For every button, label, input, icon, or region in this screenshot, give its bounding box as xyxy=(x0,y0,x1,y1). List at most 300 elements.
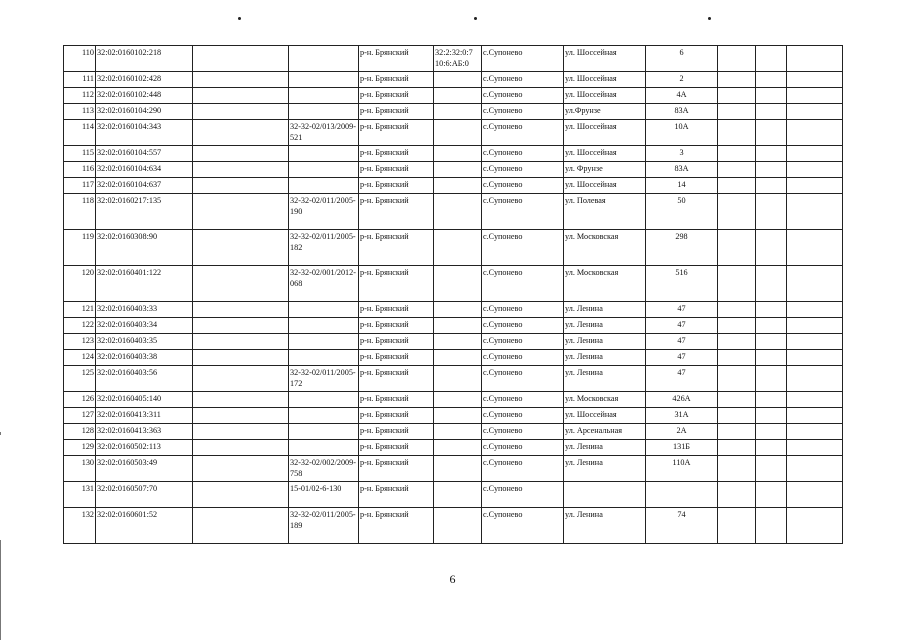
table-row xyxy=(64,302,843,318)
empty-cell xyxy=(193,72,289,88)
registration-number-cell xyxy=(289,318,359,334)
empty-cell xyxy=(787,72,843,88)
old-number-cell xyxy=(434,146,482,162)
old-number-cell xyxy=(434,392,482,408)
empty-cell xyxy=(787,162,843,178)
old-number-cell xyxy=(434,266,482,302)
empty-cell xyxy=(718,46,756,72)
region-cell: р-н. Брянский xyxy=(359,88,434,104)
row-number-cell: 118 xyxy=(64,194,96,230)
table-row xyxy=(64,392,843,408)
cadastral-number-cell: 32:02:0160403:35 xyxy=(96,334,193,350)
building-number-cell: 14 xyxy=(646,178,718,194)
registration-number-cell xyxy=(289,104,359,120)
street-cell: ул. Шоссейная xyxy=(564,72,646,88)
street-cell: ул. Московская xyxy=(564,392,646,408)
cadastral-number-cell: 32:02:0160507:70 xyxy=(96,482,193,508)
cadastral-number-cell: 32:02:0160502:113 xyxy=(96,440,193,456)
old-number-cell xyxy=(434,162,482,178)
cadastral-number-cell: 32:02:0160102:448 xyxy=(96,88,193,104)
settlement-cell: с.Супонево xyxy=(482,120,564,146)
empty-cell xyxy=(787,508,843,544)
table-row xyxy=(64,366,843,392)
empty-cell xyxy=(787,46,843,72)
empty-cell xyxy=(718,88,756,104)
street-cell: ул. Шоссейная xyxy=(564,408,646,424)
cadastral-number-cell: 32:02:0160503:49 xyxy=(96,456,193,482)
empty-cell xyxy=(718,230,756,266)
empty-cell xyxy=(787,146,843,162)
cadastral-number-cell: 32:02:0160104:343 xyxy=(96,120,193,146)
empty-cell xyxy=(756,88,787,104)
empty-cell xyxy=(756,366,787,392)
empty-cell xyxy=(718,178,756,194)
cadastral-number-cell: 32:02:0160104:557 xyxy=(96,146,193,162)
empty-cell xyxy=(787,334,843,350)
cadastral-number-cell: 32:02:0160104:290 xyxy=(96,104,193,120)
region-cell: р-н. Брянский xyxy=(359,230,434,266)
empty-cell xyxy=(787,88,843,104)
empty-cell xyxy=(193,334,289,350)
cadastral-number-cell: 32:02:0160413:311 xyxy=(96,408,193,424)
empty-cell xyxy=(756,266,787,302)
empty-cell xyxy=(718,508,756,544)
empty-cell xyxy=(193,482,289,508)
empty-cell xyxy=(756,508,787,544)
street-cell: ул. Ленина xyxy=(564,440,646,456)
row-number-cell: 124 xyxy=(64,350,96,366)
empty-cell xyxy=(787,194,843,230)
street-cell: ул. Шоссейная xyxy=(564,46,646,72)
cadastral-number-cell: 32:02:0160405:140 xyxy=(96,392,193,408)
empty-cell xyxy=(756,178,787,194)
street-cell: ул. Шоссейная xyxy=(564,120,646,146)
registration-number-cell: 32-32-02/011/2005-189 xyxy=(289,508,359,544)
old-number-cell xyxy=(434,302,482,318)
building-number-cell: 31А xyxy=(646,408,718,424)
empty-cell xyxy=(193,508,289,544)
empty-cell xyxy=(787,392,843,408)
building-number-cell: 3 xyxy=(646,146,718,162)
empty-cell xyxy=(718,350,756,366)
street-cell: ул. Ленина xyxy=(564,456,646,482)
old-number-cell xyxy=(434,318,482,334)
street-cell: ул.Фрунзе xyxy=(564,104,646,120)
old-number-cell xyxy=(434,334,482,350)
empty-cell xyxy=(193,230,289,266)
row-number-cell: 117 xyxy=(64,178,96,194)
table-row xyxy=(64,456,843,482)
empty-cell xyxy=(787,318,843,334)
building-number-cell: 47 xyxy=(646,334,718,350)
region-cell: р-н. Брянский xyxy=(359,318,434,334)
row-number-cell: 116 xyxy=(64,162,96,178)
building-number-cell: 6 xyxy=(646,46,718,72)
row-number-cell: 112 xyxy=(64,88,96,104)
empty-cell xyxy=(193,146,289,162)
table-row xyxy=(64,72,843,88)
street-cell: ул. Ленина xyxy=(564,350,646,366)
building-number-cell: 50 xyxy=(646,194,718,230)
region-cell: р-н. Брянский xyxy=(359,482,434,508)
old-number-cell xyxy=(434,508,482,544)
empty-cell xyxy=(718,334,756,350)
cadastral-number-cell: 32:02:0160104:634 xyxy=(96,162,193,178)
page-number: 6 xyxy=(449,572,456,586)
registration-number-cell: 32-32-02/013/2009-521 xyxy=(289,120,359,146)
empty-cell xyxy=(756,350,787,366)
empty-cell xyxy=(756,440,787,456)
empty-cell xyxy=(718,408,756,424)
settlement-cell: с.Супонево xyxy=(482,424,564,440)
row-number-cell: 119 xyxy=(64,230,96,266)
region-cell: р-н. Брянский xyxy=(359,424,434,440)
empty-cell xyxy=(718,482,756,508)
settlement-cell: с.Супонево xyxy=(482,72,564,88)
empty-cell xyxy=(787,366,843,392)
empty-cell xyxy=(193,408,289,424)
empty-cell xyxy=(756,302,787,318)
cadastral-number-cell: 32:02:0160102:428 xyxy=(96,72,193,88)
empty-cell xyxy=(718,392,756,408)
cadastral-number-cell: 32:02:0160401:122 xyxy=(96,266,193,302)
settlement-cell: с.Супонево xyxy=(482,266,564,302)
empty-cell xyxy=(193,178,289,194)
building-number-cell: 10А xyxy=(646,120,718,146)
row-number-cell: 115 xyxy=(64,146,96,162)
row-number-cell: 123 xyxy=(64,334,96,350)
registration-number-cell: 32-32-02/011/2005-182 xyxy=(289,230,359,266)
table-row xyxy=(64,424,843,440)
row-number-cell: 113 xyxy=(64,104,96,120)
scan-edge-mark xyxy=(0,540,1,640)
empty-cell xyxy=(718,440,756,456)
scan-dot xyxy=(238,17,241,20)
empty-cell xyxy=(193,440,289,456)
empty-cell xyxy=(787,120,843,146)
scan-edge-mark xyxy=(0,432,1,435)
empty-cell xyxy=(756,72,787,88)
old-number-cell xyxy=(434,482,482,508)
region-cell: р-н. Брянский xyxy=(359,120,434,146)
empty-cell xyxy=(718,104,756,120)
empty-cell xyxy=(718,146,756,162)
street-cell: ул. Ленина xyxy=(564,366,646,392)
row-number-cell: 126 xyxy=(64,392,96,408)
old-number-cell: 32:2:32:0:7 10:6:АБ:0 xyxy=(434,46,482,72)
empty-cell xyxy=(756,482,787,508)
row-number-cell: 114 xyxy=(64,120,96,146)
building-number-cell: 426А xyxy=(646,392,718,408)
empty-cell xyxy=(193,104,289,120)
row-number-cell: 128 xyxy=(64,424,96,440)
old-number-cell xyxy=(434,120,482,146)
table-row xyxy=(64,408,843,424)
region-cell: р-н. Брянский xyxy=(359,456,434,482)
building-number-cell: 2А xyxy=(646,424,718,440)
table-row xyxy=(64,482,843,508)
empty-cell xyxy=(193,366,289,392)
scan-dot xyxy=(474,17,477,20)
empty-cell xyxy=(756,104,787,120)
cadastral-number-cell: 32:02:0160403:38 xyxy=(96,350,193,366)
region-cell: р-н. Брянский xyxy=(359,302,434,318)
settlement-cell: с.Супонево xyxy=(482,178,564,194)
old-number-cell xyxy=(434,440,482,456)
region-cell: р-н. Брянский xyxy=(359,162,434,178)
region-cell: р-н. Брянский xyxy=(359,440,434,456)
empty-cell xyxy=(756,120,787,146)
property-register-table xyxy=(63,45,843,544)
old-number-cell xyxy=(434,350,482,366)
row-number-cell: 111 xyxy=(64,72,96,88)
settlement-cell: с.Супонево xyxy=(482,508,564,544)
table-row xyxy=(64,88,843,104)
registration-number-cell xyxy=(289,440,359,456)
table-row xyxy=(64,266,843,302)
table-row xyxy=(64,440,843,456)
street-cell: ул. Московская xyxy=(564,266,646,302)
region-cell: р-н. Брянский xyxy=(359,366,434,392)
settlement-cell: с.Супонево xyxy=(482,392,564,408)
street-cell: ул. Ленина xyxy=(564,334,646,350)
building-number-cell: 47 xyxy=(646,302,718,318)
settlement-cell: с.Супонево xyxy=(482,46,564,72)
old-number-cell xyxy=(434,72,482,88)
region-cell: р-н. Брянский xyxy=(359,104,434,120)
table-row xyxy=(64,334,843,350)
settlement-cell: с.Супонево xyxy=(482,440,564,456)
table-row xyxy=(64,318,843,334)
table-row xyxy=(64,104,843,120)
street-cell xyxy=(564,482,646,508)
empty-cell xyxy=(787,424,843,440)
old-number-cell xyxy=(434,194,482,230)
register-rows xyxy=(64,46,843,544)
empty-cell xyxy=(756,408,787,424)
empty-cell xyxy=(787,350,843,366)
building-number-cell: 83А xyxy=(646,104,718,120)
settlement-cell: с.Супонево xyxy=(482,230,564,266)
settlement-cell: с.Супонево xyxy=(482,88,564,104)
old-number-cell xyxy=(434,88,482,104)
empty-cell xyxy=(756,146,787,162)
empty-cell xyxy=(193,392,289,408)
empty-cell xyxy=(193,456,289,482)
row-number-cell: 131 xyxy=(64,482,96,508)
empty-cell xyxy=(718,266,756,302)
row-number-cell: 127 xyxy=(64,408,96,424)
old-number-cell xyxy=(434,230,482,266)
old-number-cell xyxy=(434,408,482,424)
table-row xyxy=(64,178,843,194)
empty-cell xyxy=(718,120,756,146)
table-row xyxy=(64,230,843,266)
street-cell: ул. Московская xyxy=(564,230,646,266)
table-row xyxy=(64,120,843,146)
registration-number-cell xyxy=(289,350,359,366)
registration-number-cell: 32-32-02/001/2012-068 xyxy=(289,266,359,302)
empty-cell xyxy=(718,72,756,88)
empty-cell xyxy=(193,194,289,230)
region-cell: р-н. Брянский xyxy=(359,392,434,408)
settlement-cell: с.Супонево xyxy=(482,350,564,366)
row-number-cell: 120 xyxy=(64,266,96,302)
settlement-cell: с.Супонево xyxy=(482,104,564,120)
settlement-cell: с.Супонево xyxy=(482,456,564,482)
row-number-cell: 129 xyxy=(64,440,96,456)
cadastral-number-cell: 32:02:0160217:135 xyxy=(96,194,193,230)
settlement-cell: с.Супонево xyxy=(482,366,564,392)
empty-cell xyxy=(787,104,843,120)
registration-number-cell xyxy=(289,334,359,350)
registration-number-cell xyxy=(289,178,359,194)
region-cell: р-н. Брянский xyxy=(359,72,434,88)
cadastral-number-cell: 32:02:0160601:52 xyxy=(96,508,193,544)
registration-number-cell xyxy=(289,46,359,72)
empty-cell xyxy=(193,302,289,318)
street-cell: ул. Ленина xyxy=(564,508,646,544)
empty-cell xyxy=(787,440,843,456)
old-number-cell xyxy=(434,104,482,120)
row-number-cell: 125 xyxy=(64,366,96,392)
empty-cell xyxy=(756,456,787,482)
empty-cell xyxy=(718,424,756,440)
table-row xyxy=(64,508,843,544)
cadastral-number-cell: 32:02:0160403:33 xyxy=(96,302,193,318)
registration-number-cell: 32-32-02/002/2009-758 xyxy=(289,456,359,482)
region-cell: р-н. Брянский xyxy=(359,46,434,72)
empty-cell xyxy=(787,456,843,482)
cadastral-number-cell: 32:02:0160104:637 xyxy=(96,178,193,194)
registration-number-cell: 32-32-02/011/2005-172 xyxy=(289,366,359,392)
region-cell: р-н. Брянский xyxy=(359,508,434,544)
empty-cell xyxy=(718,302,756,318)
region-cell: р-н. Брянский xyxy=(359,194,434,230)
cadastral-number-cell: 32:02:0160403:34 xyxy=(96,318,193,334)
street-cell: ул. Ленина xyxy=(564,302,646,318)
building-number-cell: 131Б xyxy=(646,440,718,456)
table-row xyxy=(64,162,843,178)
settlement-cell: с.Супонево xyxy=(482,302,564,318)
building-number-cell: 516 xyxy=(646,266,718,302)
registration-number-cell xyxy=(289,424,359,440)
settlement-cell: с.Супонево xyxy=(482,194,564,230)
building-number-cell: 298 xyxy=(646,230,718,266)
building-number-cell xyxy=(646,482,718,508)
street-cell: ул. Фрунзе xyxy=(564,162,646,178)
empty-cell xyxy=(756,424,787,440)
cadastral-number-cell: 32:02:0160102:218 xyxy=(96,46,193,72)
empty-cell xyxy=(193,162,289,178)
empty-cell xyxy=(718,318,756,334)
building-number-cell: 47 xyxy=(646,318,718,334)
registration-number-cell xyxy=(289,392,359,408)
table-row xyxy=(64,350,843,366)
registration-number-cell xyxy=(289,146,359,162)
old-number-cell xyxy=(434,366,482,392)
row-number-cell: 122 xyxy=(64,318,96,334)
settlement-cell: с.Супонево xyxy=(482,162,564,178)
table-row xyxy=(64,146,843,162)
empty-cell xyxy=(787,230,843,266)
empty-cell xyxy=(756,318,787,334)
empty-cell xyxy=(756,194,787,230)
table-row xyxy=(64,194,843,230)
registration-number-cell: 15-01/02-6-130 xyxy=(289,482,359,508)
row-number-cell: 110 xyxy=(64,46,96,72)
region-cell: р-н. Брянский xyxy=(359,408,434,424)
empty-cell xyxy=(193,424,289,440)
row-number-cell: 132 xyxy=(64,508,96,544)
empty-cell xyxy=(193,318,289,334)
building-number-cell: 74 xyxy=(646,508,718,544)
region-cell: р-н. Брянский xyxy=(359,334,434,350)
registration-number-cell xyxy=(289,72,359,88)
empty-cell xyxy=(193,88,289,104)
cadastral-number-cell: 32:02:0160413:363 xyxy=(96,424,193,440)
empty-cell xyxy=(787,266,843,302)
empty-cell xyxy=(718,456,756,482)
street-cell: ул. Шоссейная xyxy=(564,88,646,104)
settlement-cell: с.Супонево xyxy=(482,146,564,162)
registration-number-cell: 32-32-02/011/2005-190 xyxy=(289,194,359,230)
cadastral-number-cell: 32:02:0160403:56 xyxy=(96,366,193,392)
old-number-cell xyxy=(434,456,482,482)
building-number-cell: 2 xyxy=(646,72,718,88)
old-number-cell xyxy=(434,178,482,194)
cadastral-number-cell: 32:02:0160308:90 xyxy=(96,230,193,266)
empty-cell xyxy=(756,162,787,178)
street-cell: ул. Полевая xyxy=(564,194,646,230)
settlement-cell: с.Супонево xyxy=(482,334,564,350)
empty-cell xyxy=(787,408,843,424)
building-number-cell: 83А xyxy=(646,162,718,178)
region-cell: р-н. Брянский xyxy=(359,146,434,162)
empty-cell xyxy=(756,334,787,350)
building-number-cell: 4А xyxy=(646,88,718,104)
empty-cell xyxy=(718,366,756,392)
old-number-cell xyxy=(434,424,482,440)
region-cell: р-н. Брянский xyxy=(359,266,434,302)
empty-cell xyxy=(193,350,289,366)
empty-cell xyxy=(193,266,289,302)
empty-cell xyxy=(193,46,289,72)
registration-number-cell xyxy=(289,408,359,424)
registration-number-cell xyxy=(289,302,359,318)
street-cell: ул. Шоссейная xyxy=(564,178,646,194)
table-row xyxy=(64,46,843,72)
street-cell: ул. Ленина xyxy=(564,318,646,334)
region-cell: р-н. Брянский xyxy=(359,350,434,366)
empty-cell xyxy=(756,230,787,266)
empty-cell xyxy=(787,482,843,508)
row-number-cell: 130 xyxy=(64,456,96,482)
empty-cell xyxy=(193,120,289,146)
scan-dot xyxy=(708,17,711,20)
street-cell: ул. Шоссейная xyxy=(564,146,646,162)
street-cell: ул. Арсенальная xyxy=(564,424,646,440)
settlement-cell: с.Супонево xyxy=(482,408,564,424)
empty-cell xyxy=(756,46,787,72)
empty-cell xyxy=(718,194,756,230)
building-number-cell: 47 xyxy=(646,350,718,366)
row-number-cell: 121 xyxy=(64,302,96,318)
registration-number-cell xyxy=(289,162,359,178)
building-number-cell: 47 xyxy=(646,366,718,392)
settlement-cell: с.Супонево xyxy=(482,482,564,508)
empty-cell xyxy=(756,392,787,408)
